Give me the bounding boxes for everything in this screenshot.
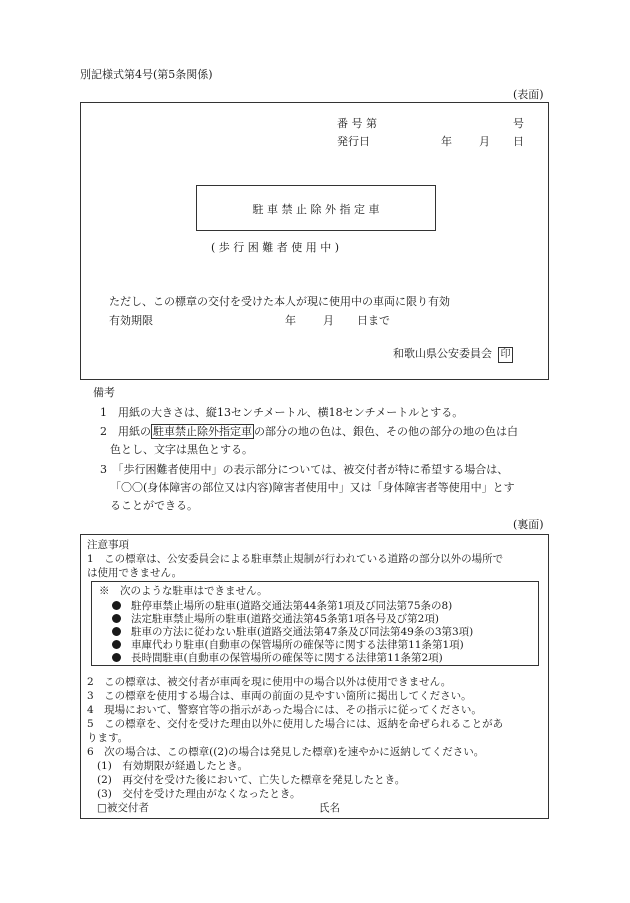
note-4: 4 現場において、警察官等の指示があった場合には、その指示に従ってください。 [87, 704, 482, 716]
holder-label: □被交付者 [97, 802, 149, 814]
note-3: 3 この標章を使用する場合は、車両の前面の見やすい箇所に掲出してください。 [87, 690, 472, 702]
note-1-line1: 1 この標章は、公安委員会による駐車禁止規制が行われている道路の部分以外の場所で [87, 553, 504, 565]
prohibited-item [112, 599, 452, 613]
prohibited-title: ※ 次のような駐車はできません。 [99, 585, 268, 597]
issue-date-label: 発行日 [337, 135, 370, 148]
back-side-label: (裏面) [513, 518, 544, 531]
note-2: 2 この標章は、被交付者が車両を現に使用中の場合以外は使用できません。 [87, 676, 452, 688]
prohibited-item-text: 車庫代わり駐車(自動車の保管場所の確保等に関する法律第11条第1項) [131, 639, 464, 651]
remark-2-line2: 色とし、文字は黒色とする。 [110, 443, 253, 456]
issue-year: 年 [441, 135, 452, 148]
validity-note: ただし、この標章の交付を受けた本人が現に使用中の車両に限り有効 [109, 295, 450, 308]
sign-title: 駐 車 禁 止 除 外 指 定 車 [252, 203, 380, 216]
note-1-line2: は使用できません。 [87, 567, 183, 579]
prohibited-item [112, 651, 443, 665]
issue-month: 月 [479, 135, 490, 148]
form-number: 別記様式第4号(第5条関係) [80, 68, 213, 81]
note-6-item: (3) 交付を受けた理由がなくなったとき。 [97, 788, 301, 800]
bullet-icon [112, 627, 121, 636]
number-prefix: 番 号 第 [337, 117, 377, 130]
remarks-title: 備考 [93, 386, 115, 399]
back-card [80, 534, 549, 819]
sign-title-box [196, 185, 436, 231]
issuer [393, 345, 513, 363]
remark-3-line2: 「〇〇(身体障害の部位又は内容)障害者使用中」又は「身体障害者等使用中」とす [110, 481, 515, 494]
issue-day: 日 [513, 135, 524, 148]
valid-until: 日まで [357, 314, 390, 327]
remark-2-pre: 2 用紙の [100, 425, 151, 438]
prohibited-item-text: 駐停車禁止場所の駐車(道路交通法第44条第1項及び同法第75条の8) [131, 600, 453, 612]
note-6: 6 次の場合は、この標章((2)の場合は発見した標章)を速やかに返納してください。 [87, 746, 485, 758]
note-5-line1: 5 この標章を、交付を受けた理由以外に使用した場合には、返納を命ぜられることがあ [87, 718, 504, 730]
prohibited-item-text: 駐車の方法に従わない駐車(道路交通法第47条及び同法第49条の3第3項) [131, 626, 474, 638]
bullet-icon [112, 653, 121, 662]
remark-2 [100, 423, 518, 439]
note-5-line2: ります。 [87, 732, 129, 744]
prohibited-item-text: 長時間駐車(自動車の保管場所の確保等に関する法律第11条第2項) [131, 652, 443, 664]
remark-1: 1 用紙の大きさは、縦13センチメートル、横18センチメートルとする。 [100, 406, 464, 419]
bullet-icon [112, 601, 121, 610]
prohibited-parking-box [91, 581, 539, 666]
name-label: 氏名 [319, 802, 340, 814]
note-6-item: (2) 再交付を受けた後において、亡失した標章を発見したとき。 [97, 774, 406, 786]
notes-title: 注意事項 [87, 539, 129, 551]
issuer-name: 和歌山県公安委員会 [393, 347, 492, 360]
remark-2-boxed: 駐車禁止除外指定車 [153, 425, 252, 438]
remark-2-post: の部分の地の色は、銀色、その他の部分の地の色は白 [254, 425, 518, 438]
valid-year: 年 [285, 314, 296, 327]
bullet-icon [112, 614, 121, 623]
prohibited-item-text: 法定駐車禁止場所の駐車(道路交通法第45条第1項各号及び第2項) [131, 613, 439, 625]
seal-mark: 印 [498, 347, 513, 363]
note-6-item: (1) 有効期限が経過したとき。 [97, 760, 248, 772]
sign-subtitle: ( 歩 行 困 難 者 使 用 中 ) [211, 241, 340, 254]
front-card [80, 102, 549, 380]
valid-period-label: 有効期限 [109, 314, 153, 327]
bullet-icon [112, 640, 121, 649]
remark-3-line3: ることができる。 [110, 499, 198, 512]
front-side-label: (表面) [513, 88, 544, 101]
valid-month: 月 [323, 314, 334, 327]
prohibited-item [112, 625, 473, 639]
number-suffix: 号 [513, 117, 524, 130]
remark-3-line1: 3 「歩行困難者使用中」の表示部分については、被交付者が特に希望する場合は、 [100, 463, 509, 476]
prohibited-item [112, 638, 464, 652]
prohibited-item [112, 612, 439, 626]
